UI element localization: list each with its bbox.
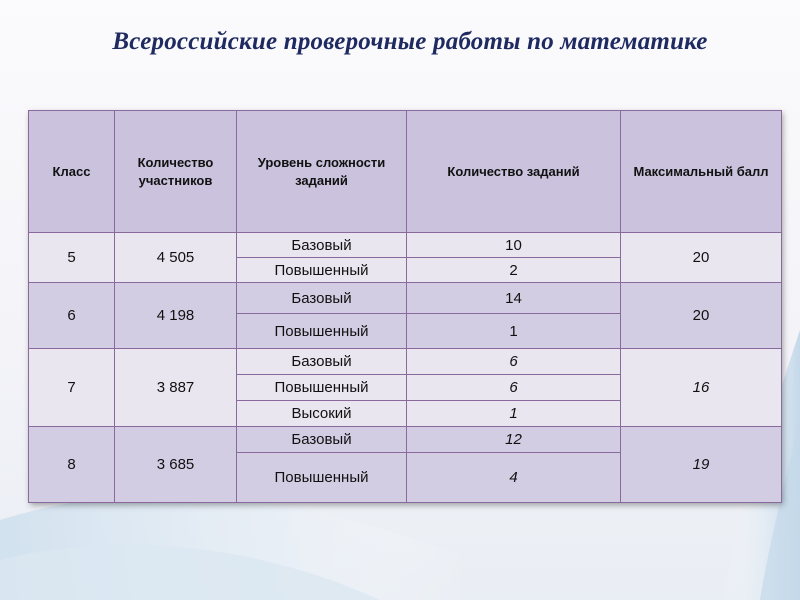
- cell-participants: 4 505: [115, 233, 237, 283]
- header-level: Уровень сложности заданий: [237, 111, 407, 233]
- cell-level: Повышенный: [237, 375, 407, 401]
- cell-tasks: 2: [407, 258, 621, 283]
- header-tasks: Количество заданий: [407, 111, 621, 233]
- cell-level: Базовый: [237, 427, 407, 453]
- cell-tasks: 12: [407, 427, 621, 453]
- header-participants: Количество участников: [115, 111, 237, 233]
- table-row: [29, 349, 782, 375]
- cell-max-score: 19: [621, 427, 782, 503]
- header-max-score: Максимальный балл: [621, 111, 782, 233]
- cell-class: 6: [29, 283, 115, 349]
- cell-tasks: 1: [407, 401, 621, 427]
- cell-class: 7: [29, 349, 115, 427]
- cell-tasks: 6: [407, 375, 621, 401]
- cell-tasks: 6: [407, 349, 621, 375]
- cell-level: Базовый: [237, 349, 407, 375]
- cell-participants: 3 887: [115, 349, 237, 427]
- cell-tasks: 4: [407, 453, 621, 503]
- cell-level: Повышенный: [237, 258, 407, 283]
- cell-level: Высокий: [237, 401, 407, 427]
- cell-tasks: 1: [407, 314, 621, 349]
- results-table-container: [28, 110, 781, 502]
- cell-class: 5: [29, 233, 115, 283]
- cell-max-score: 20: [621, 233, 782, 283]
- cell-class: 8: [29, 427, 115, 503]
- cell-level: Повышенный: [237, 314, 407, 349]
- cell-participants: 3 685: [115, 427, 237, 503]
- cell-tasks: 14: [407, 283, 621, 314]
- cell-level: Повышенный: [237, 453, 407, 503]
- table-header-row: [29, 111, 782, 233]
- cell-participants: 4 198: [115, 283, 237, 349]
- table-row: [29, 427, 782, 453]
- cell-level: Базовый: [237, 233, 407, 258]
- cell-max-score: 16: [621, 349, 782, 427]
- table-row: [29, 283, 782, 314]
- table-row: [29, 233, 782, 258]
- header-class: Класс: [29, 111, 115, 233]
- cell-level: Базовый: [237, 283, 407, 314]
- slide-title: Всероссийские проверочные работы по математике: [112, 28, 708, 55]
- cell-tasks: 10: [407, 233, 621, 258]
- cell-max-score: 20: [621, 283, 782, 349]
- results-table: [28, 110, 782, 503]
